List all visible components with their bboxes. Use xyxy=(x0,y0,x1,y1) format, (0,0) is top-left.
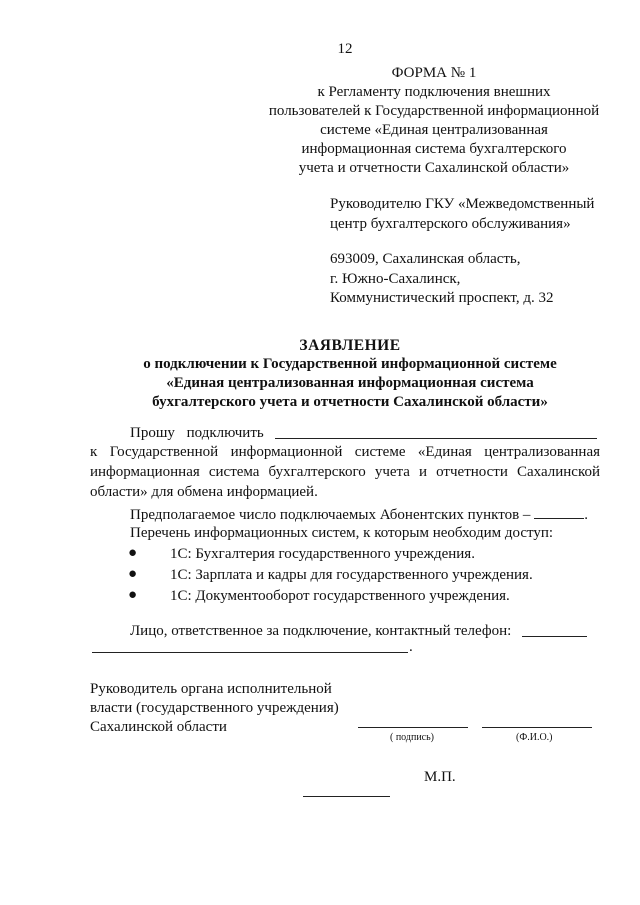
head-line: Руководитель органа исполнительной xyxy=(90,681,332,697)
document-title xyxy=(90,336,610,412)
bullet-icon: ● xyxy=(128,587,138,603)
head-line: Сахалинской области xyxy=(90,719,227,735)
signature-blank-line[interactable] xyxy=(358,727,468,728)
address-line: 693009, Сахалинская область, xyxy=(330,251,521,267)
systems-intro: Перечень информационных систем, к которым необходим доступ: xyxy=(130,525,554,541)
form-line: информационная система бухгалтерского xyxy=(301,141,567,157)
system-item: 1С: Зарплата и кадры для государственного учреждения. xyxy=(170,567,533,583)
request-text-line: к Государственной информационной системе «Единая централизованная xyxy=(90,444,600,460)
system-item: 1С: Документооборот государственного учреждения. xyxy=(170,588,510,604)
phone-blank-line[interactable] xyxy=(522,636,587,637)
form-header xyxy=(264,64,604,178)
head-line: власти (государственного учреждения) xyxy=(90,700,339,716)
system-item: 1С: Бухгалтерия государственного учреждения. xyxy=(170,546,475,562)
title-line: о подключении к Государственной информационной системе xyxy=(143,356,557,372)
request-label: Прошу подключить xyxy=(130,425,264,441)
recipient-line: Руководителю ГКУ «Межведомственный xyxy=(330,196,595,212)
address-line: г. Южно-Сахалинск, xyxy=(330,270,461,287)
name-blank-line[interactable] xyxy=(482,727,592,728)
title-line: бухгалтерского учета и отчетности Сахалинской области» xyxy=(152,394,548,410)
name-caption: (Ф.И.О.) xyxy=(516,732,553,743)
form-line: системе «Единая централизованная xyxy=(320,122,548,138)
stamp-label: М.П. xyxy=(424,769,456,785)
title-line: «Единая централизованная информационная система xyxy=(166,375,534,391)
responsible-end: . xyxy=(409,639,413,655)
form-line: учета и отчетности Сахалинской области» xyxy=(298,160,570,176)
request-text-line: информационная система бухгалтерского учета и отчетности Сахалинской xyxy=(90,464,600,480)
address-line: Коммунистический проспект, д. 32 xyxy=(330,290,554,306)
recipient-block xyxy=(330,195,594,309)
bottom-rule xyxy=(303,796,390,797)
page-number: 12 xyxy=(337,41,353,57)
form-line: пользователей к Государственной информационной xyxy=(268,103,600,119)
bullet-icon: ● xyxy=(128,566,138,582)
signature-caption: ( подпись) xyxy=(390,732,435,743)
responsible-blank-line[interactable] xyxy=(92,652,408,653)
recipient-line: центр бухгалтерского обслуживания» xyxy=(330,215,571,232)
organization-blank-line[interactable] xyxy=(275,438,597,439)
form-title: ФОРМА № 1 xyxy=(391,65,477,81)
title-main: ЗАЯВЛЕНИЕ xyxy=(299,337,401,354)
request-text-line: области» для обмена информацией. xyxy=(90,484,318,500)
subscribers-line: Предполагаемое число подключаемых Абонентских пунктов – . xyxy=(130,504,588,524)
form-line: к Регламенту подключения внешних xyxy=(317,84,551,100)
bullet-icon: ● xyxy=(128,545,138,561)
signature-block xyxy=(90,680,339,737)
subscribers-blank[interactable] xyxy=(534,504,584,519)
responsible-line: Лицо, ответственное за подключение, контактный телефон: xyxy=(130,623,512,639)
